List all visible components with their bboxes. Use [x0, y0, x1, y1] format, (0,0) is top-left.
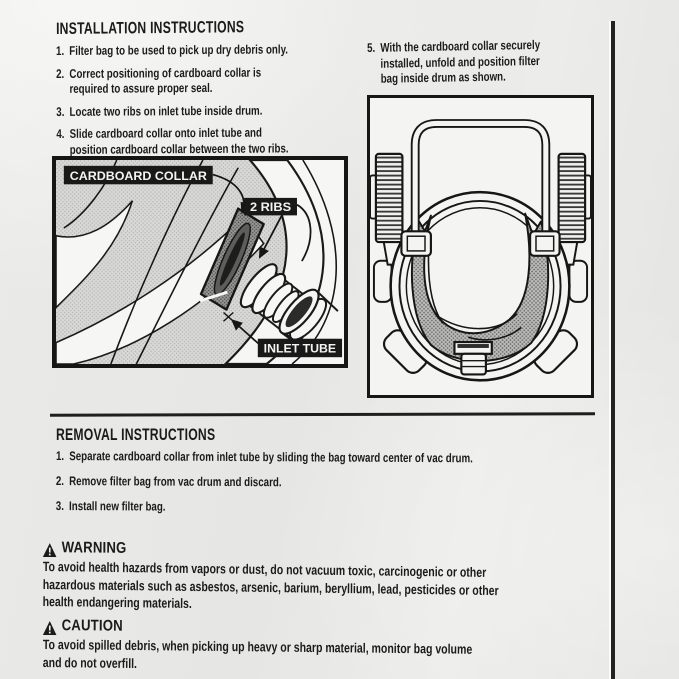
step-text: Locate two ribs on inlet tube inside drum.: [69, 103, 263, 119]
step-text: Slide cardboard collar onto inlet tube and position cardboard collar between the two ribs.: [69, 125, 289, 157]
removal-step-1: [56, 449, 602, 468]
drum-overview-diagram: [367, 95, 594, 398]
warning-text: To avoid health hazards from vapors or dust, do not vacuum toxic, carcinogenic or other hazardous materials such as asbestos, arsenic, barium, beryllium, lead, pesticides or other health endangering materials.: [42, 558, 499, 612]
warning-title: WARNING: [61, 539, 127, 557]
step-number: 1.: [55, 449, 65, 464]
removal-steps: [56, 449, 602, 527]
collar-closeup-art: [56, 160, 344, 364]
warning-triangle-icon: [43, 543, 57, 557]
caution-text: To avoid spilled debris, when picking up heavy or sharp material, monitor bag volume and do not overfill.: [42, 636, 473, 671]
step-number: 3.: [55, 498, 64, 514]
install-step-3: [56, 102, 384, 120]
step-text: Install new filter bag.: [69, 499, 166, 514]
two-ribs-label-text: 2 RIBS: [249, 200, 292, 214]
step-text: With the cardboard collar securely installed, unfold and position filter bag inside drum as shown.: [380, 37, 541, 86]
drum-overview-art: [370, 98, 591, 395]
label-cardboard-collar: [64, 166, 213, 184]
label-2-ribs: [244, 198, 297, 215]
step-text: Separate cardboard collar from inlet tube by sliding the bag toward center of vac drum.: [69, 449, 473, 466]
removal-title: REMOVAL INSTRUCTIONS: [56, 426, 216, 444]
step-text: Correct positioning of cardboard collar is required to assure proper seal.: [69, 65, 262, 96]
caution-title: CAUTION: [61, 617, 123, 635]
warning-triangle-icon: [43, 621, 57, 635]
collar-closeup-diagram: [52, 156, 348, 368]
step-number: 3.: [56, 104, 65, 119]
cardboard-collar-label-text: CARDBOARD COLLAR: [69, 168, 208, 183]
install-step-5: [367, 37, 570, 87]
step-number: 4.: [56, 126, 65, 141]
step-number: 5.: [367, 40, 376, 55]
step-text: Remove filter bag from vac drum and discard.: [69, 474, 282, 490]
step-number: 1.: [56, 43, 65, 58]
installation-title: INSTALLATION INSTRUCTIONS: [56, 18, 245, 38]
warning-heading: [43, 539, 127, 558]
installation-step-5-block: [367, 37, 570, 94]
step-number: 2.: [55, 473, 65, 489]
install-step-1: [56, 42, 384, 60]
removal-step-2: [56, 474, 602, 493]
installation-steps-left: [56, 42, 384, 165]
caution-heading: [43, 617, 123, 636]
section-divider: [50, 412, 595, 416]
bag-edge-line: [611, 21, 615, 679]
install-step-4: [56, 125, 384, 158]
step-number: 2.: [56, 66, 65, 81]
install-step-2: [56, 64, 384, 97]
inlet-tube-label-text: INLET TUBE: [263, 341, 337, 356]
removal-step-3: [56, 499, 602, 518]
step-text: Filter bag to be used to pick up dry debris only.: [69, 42, 288, 58]
label-inlet-tube: [258, 339, 342, 357]
